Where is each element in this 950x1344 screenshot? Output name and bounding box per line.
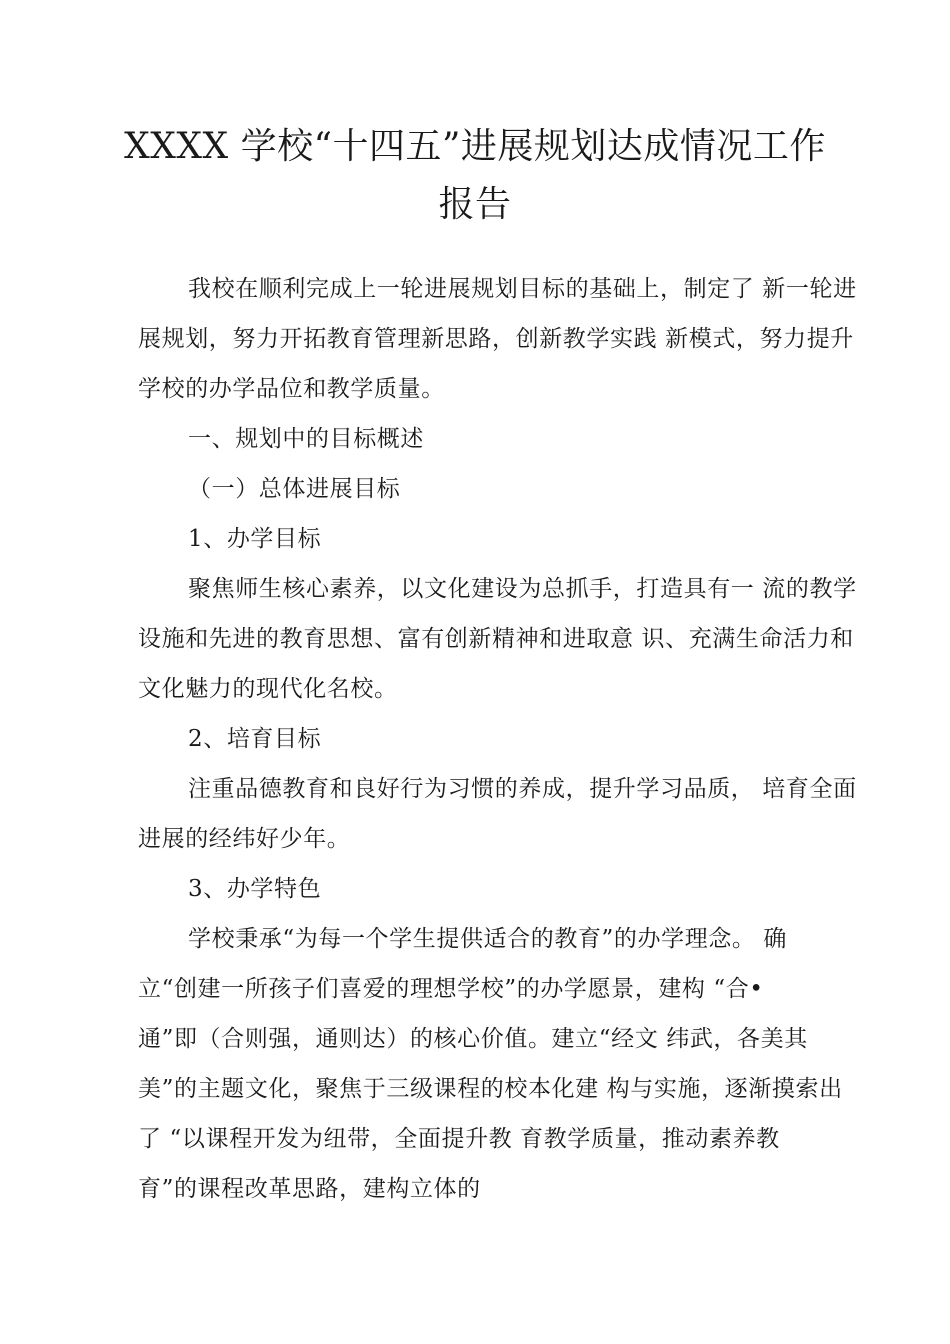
document-title-line-1: XXXX 学校“十四五”进展规划达成情况工作 xyxy=(124,126,826,167)
paragraph-line: 学校的办学品位和教学质量。 xyxy=(138,376,445,402)
paragraph-line: 进展的经纬好少年。 xyxy=(138,826,351,852)
paragraph-line: 聚焦师生核心素养，以文化建设为总抓手，打造具有一 流的教学 xyxy=(188,576,857,602)
paragraph-line: 了 “以课程开发为纽带，全面提升教 育教学质量，推动素养教 xyxy=(138,1126,780,1152)
section-heading: 一、规划中的目标概述 xyxy=(188,426,424,452)
paragraph-line: 设施和先进的教育思想、富有创新精神和进取意 识、充满生命活力和 xyxy=(138,626,854,652)
paragraph-line: 美”的主题文化，聚焦于三级课程的校本化建 构与实施，逐渐摸索出 xyxy=(138,1076,843,1102)
item-heading: 3、办学特色 xyxy=(188,876,322,902)
paragraph-line: 注重品德教育和良好行为习惯的养成，提升学习品质， 培育全面 xyxy=(188,776,857,802)
paragraph-line: 通”即（合则强，通则达）的核心价值。建立“经文 纬武，各美其 xyxy=(138,1026,808,1052)
paragraph-line: 文化魅力的现代化名校。 xyxy=(138,676,398,702)
subsection-heading: （一）总体进展目标 xyxy=(188,476,401,502)
paragraph-line: 育”的课程改革思路，建构立体的 xyxy=(138,1176,481,1202)
paragraph-line: 我校在顺利完成上一轮进展规划目标的基础上，制定了 新一轮进 xyxy=(188,276,857,302)
item-heading: 1、办学目标 xyxy=(188,526,322,552)
paragraph-line: 立“创建一所孩子们喜爱的理想学校”的办学愿景，建构 “合• xyxy=(138,976,764,1002)
item-heading: 2、培育目标 xyxy=(188,726,322,752)
paragraph-line: 展规划，努力开拓教育管理新思路，创新教学实践 新模式，努力提升 xyxy=(138,326,854,352)
document-title-line-2: 报告 xyxy=(438,184,512,225)
paragraph-line: 学校秉承“为每一个学生提供适合的教育”的办学理念。 确 xyxy=(188,926,788,952)
